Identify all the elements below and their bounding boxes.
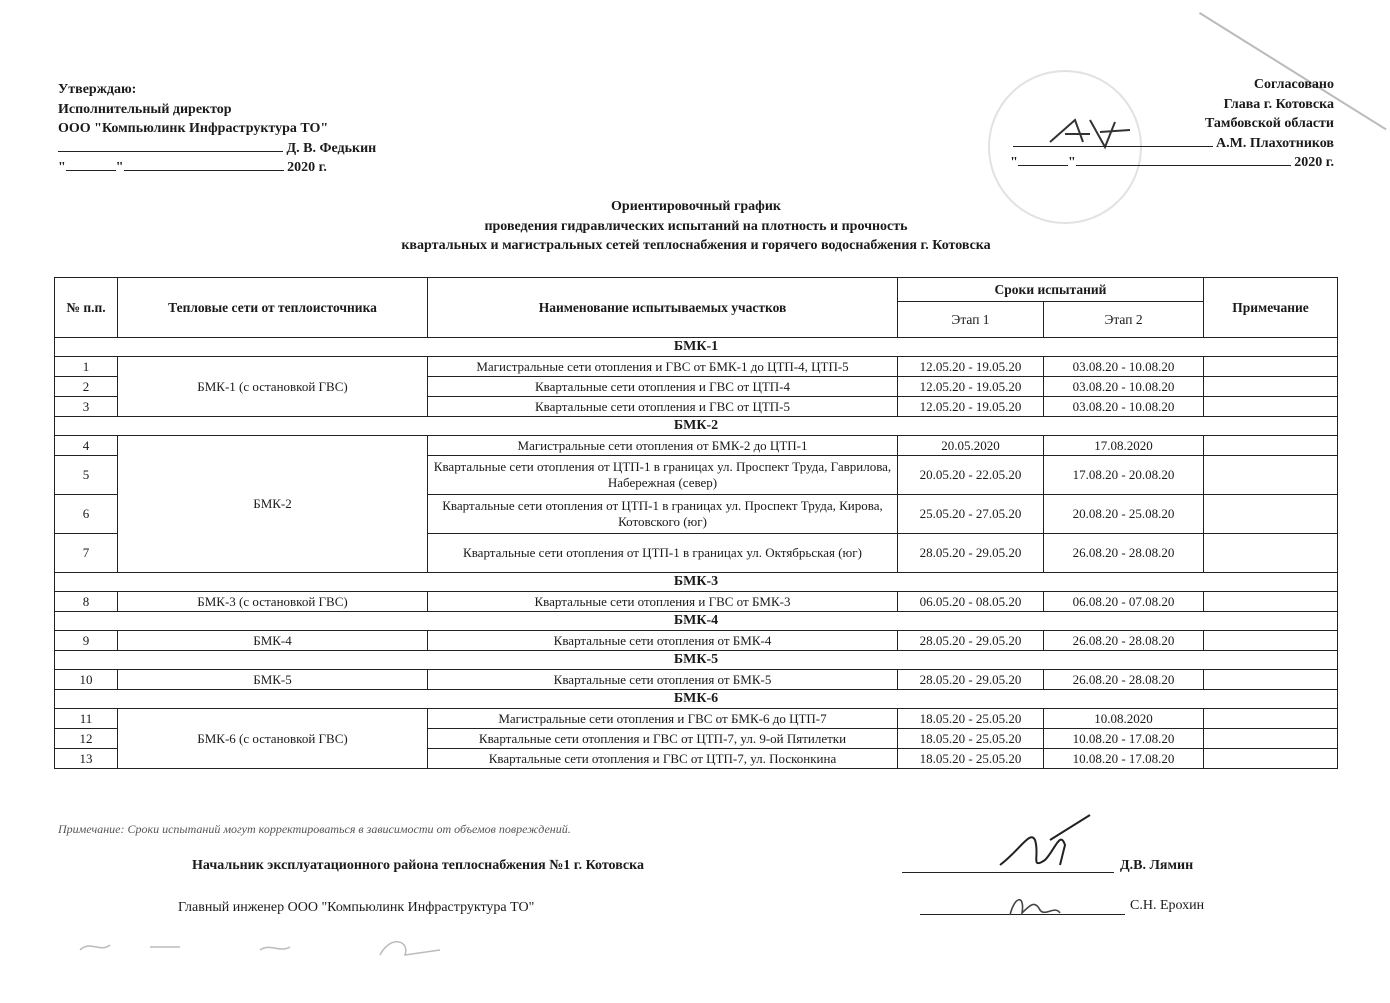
row-number: 13 (55, 749, 118, 769)
title-line-3: квартальных и магистральных сетей теплоснабжения и горячего водоснабжения г. Котовска (401, 238, 991, 253)
row-number: 2 (55, 377, 118, 397)
row-number: 11 (55, 709, 118, 729)
row-note (1204, 670, 1338, 690)
row-stage-1: 06.05.20 - 08.05.20 (898, 592, 1044, 612)
row-note (1204, 495, 1338, 534)
row-section-name: Магистральные сети отопления и ГВС от БМК-1 до ЦТП-4, ЦТП-5 (428, 357, 898, 377)
table-row (55, 709, 1338, 729)
row-section-name: Квартальные сети отопления и ГВС от ЦТП-7, ул. 9-ой Пятилетки (428, 729, 898, 749)
row-number: 4 (55, 436, 118, 456)
row-note (1204, 436, 1338, 456)
group-title: БМК-3 (55, 573, 1338, 592)
row-source: БМК-1 (с остановкой ГВС) (118, 357, 428, 417)
row-stage-2: 10.08.20 - 17.08.20 (1044, 749, 1204, 769)
approval-block (58, 80, 376, 178)
row-note (1204, 709, 1338, 729)
header-source: Тепловые сети от теплоисточника (118, 278, 428, 338)
row-stage-2: 26.08.20 - 28.08.20 (1044, 631, 1204, 651)
signature-line (1013, 146, 1213, 147)
date-quote-open: " (58, 160, 66, 175)
group-row (55, 573, 1338, 592)
footnote: Примечание: Сроки испытаний могут корректироваться в зависимости от объемов повреждений. (58, 822, 571, 836)
row-section-name: Квартальные сети отопления и ГВС от ЦТП-7, ул. Посконкина (428, 749, 898, 769)
row-section-name: Квартальные сети отопления и ГВС от БМК-3 (428, 592, 898, 612)
signature-line (58, 151, 283, 152)
agreement-line-1: Согласовано (1253, 77, 1334, 92)
row-section-name: Магистральные сети отопления от БМК-2 до ЦТП-1 (428, 436, 898, 456)
group-row (55, 417, 1338, 436)
row-source: БМК-5 (118, 670, 428, 690)
row-stage-2: 10.08.2020 (1044, 709, 1204, 729)
row-note (1204, 397, 1338, 417)
row-section-name: Квартальные сети отопления от ЦТП-1 в границах ул. Октябрьская (юг) (428, 534, 898, 573)
title-line-1: Ориентировочный график (611, 199, 781, 214)
month-blank (1076, 165, 1291, 166)
row-note (1204, 357, 1338, 377)
table-row (55, 357, 1338, 377)
signer-name-1: Д.В. Лямин (1120, 858, 1194, 873)
agreement-year: 2020 г. (1294, 155, 1334, 170)
day-blank (66, 170, 116, 171)
row-number: 6 (55, 495, 118, 534)
row-source: БМК-4 (118, 631, 428, 651)
row-section-name: Квартальные сети отопления и ГВС от ЦТП-5 (428, 397, 898, 417)
header-number: № п.п. (55, 278, 118, 338)
row-number: 1 (55, 357, 118, 377)
row-stage-2: 10.08.20 - 17.08.20 (1044, 729, 1204, 749)
group-row (55, 690, 1338, 709)
row-section-name: Квартальные сети отопления от БМК-5 (428, 670, 898, 690)
group-row (55, 612, 1338, 631)
row-number: 10 (55, 670, 118, 690)
row-stage-2: 17.08.20 - 20.08.20 (1044, 456, 1204, 495)
group-title: БМК-5 (55, 651, 1338, 670)
group-title: БМК-4 (55, 612, 1338, 631)
row-stage-2: 26.08.20 - 28.08.20 (1044, 534, 1204, 573)
row-stage-1: 28.05.20 - 29.05.20 (898, 534, 1044, 573)
header-note: Примечание (1204, 278, 1338, 338)
row-stage-1: 25.05.20 - 27.05.20 (898, 495, 1044, 534)
group-title: БМК-1 (55, 338, 1338, 357)
row-stage-1: 18.05.20 - 25.05.20 (898, 709, 1044, 729)
row-stage-2: 26.08.20 - 28.08.20 (1044, 670, 1204, 690)
table-row (55, 592, 1338, 612)
row-section-name: Квартальные сети отопления от ЦТП-1 в границах ул. Проспект Труда, Гаврилова, Набережная (север) (428, 456, 898, 495)
row-section-name: Квартальные сети отопления от ЦТП-1 в границах ул. Проспект Труда, Кирова, Котовского (юг) (428, 495, 898, 534)
row-stage-1: 28.05.20 - 29.05.20 (898, 670, 1044, 690)
row-note (1204, 534, 1338, 573)
row-number: 8 (55, 592, 118, 612)
schedule-table (54, 277, 1338, 769)
agreement-position: Глава г. Котовска (1223, 96, 1334, 112)
row-stage-2: 03.08.20 - 10.08.20 (1044, 397, 1204, 417)
row-note (1204, 592, 1338, 612)
row-note (1204, 729, 1338, 749)
agreement-block (1010, 75, 1334, 173)
signer-name-2: С.Н. Ерохин (1130, 898, 1205, 913)
row-stage-2: 03.08.20 - 10.08.20 (1044, 377, 1204, 397)
agreement-signature-row (1010, 134, 1334, 154)
table-row (55, 670, 1338, 690)
date-quote-open: " (1010, 155, 1018, 170)
row-stage-1: 12.05.20 - 19.05.20 (898, 377, 1044, 397)
document-title (260, 197, 1132, 256)
header-stage-2: Этап 2 (1044, 302, 1204, 338)
approval-line-1: Утверждаю: (58, 82, 137, 97)
handwritten-signature-2 (1000, 885, 1070, 925)
title-line-2: проведения гидравлических испытаний на плотность и прочность (484, 218, 908, 234)
row-stage-1: 12.05.20 - 19.05.20 (898, 357, 1044, 377)
table-row (55, 436, 1338, 456)
month-blank (124, 170, 284, 171)
signature-position-1: Начальник эксплуатационного района теплоснабжения №1 г. Котовска (192, 858, 644, 873)
row-number: 7 (55, 534, 118, 573)
row-stage-1: 28.05.20 - 29.05.20 (898, 631, 1044, 651)
row-number: 5 (55, 456, 118, 495)
signature-position-2: Главный инженер ООО "Компьюлинк Инфраструктура ТО" (178, 900, 535, 915)
group-title: БМК-2 (55, 417, 1338, 436)
header-stage-1: Этап 1 (898, 302, 1044, 338)
row-source: БМК-6 (с остановкой ГВС) (118, 709, 428, 769)
row-note (1204, 456, 1338, 495)
row-number: 3 (55, 397, 118, 417)
approval-position: Исполнительный директор (58, 101, 232, 117)
header-test-terms: Сроки испытаний (898, 278, 1204, 302)
agreement-signer: А.М. Плахотников (1216, 135, 1334, 151)
row-note (1204, 749, 1338, 769)
row-number: 12 (55, 729, 118, 749)
row-source: БМК-3 (с остановкой ГВС) (118, 592, 428, 612)
row-stage-1: 18.05.20 - 25.05.20 (898, 749, 1044, 769)
date-quote-close: " (115, 160, 124, 175)
table-row (55, 631, 1338, 651)
row-source: БМК-2 (118, 436, 428, 573)
row-stage-2: 17.08.2020 (1044, 436, 1204, 456)
handwritten-signature-1 (990, 810, 1100, 880)
approval-year: 2020 г. (287, 160, 327, 175)
agreement-date-row (1010, 153, 1334, 173)
row-stage-1: 12.05.20 - 19.05.20 (898, 397, 1044, 417)
row-stage-2: 03.08.20 - 10.08.20 (1044, 357, 1204, 377)
group-row (55, 651, 1338, 670)
row-number: 9 (55, 631, 118, 651)
faint-scan-marks (60, 925, 460, 965)
approval-date-row (58, 158, 376, 178)
row-stage-2: 20.08.20 - 25.08.20 (1044, 495, 1204, 534)
row-stage-2: 06.08.20 - 07.08.20 (1044, 592, 1204, 612)
row-section-name: Магистральные сети отопления и ГВС от БМК-6 до ЦТП-7 (428, 709, 898, 729)
row-section-name: Квартальные сети отопления от БМК-4 (428, 631, 898, 651)
approval-signer: Д. В. Федькин (286, 140, 377, 156)
row-section-name: Квартальные сети отопления и ГВС от ЦТП-4 (428, 377, 898, 397)
schedule-body (55, 338, 1338, 769)
agreement-region: Тамбовской области (1204, 116, 1334, 131)
row-stage-1: 20.05.2020 (898, 436, 1044, 456)
row-note (1204, 377, 1338, 397)
row-stage-1: 20.05.20 - 22.05.20 (898, 456, 1044, 495)
date-quote-close: " (1067, 155, 1076, 170)
group-row (55, 338, 1338, 357)
approval-signature-row (58, 139, 376, 159)
row-note (1204, 631, 1338, 651)
approval-organization: ООО "Компьюлинк Инфраструктура ТО" (58, 121, 329, 136)
day-blank (1018, 165, 1068, 166)
header-section-name: Наименование испытываемых участков (428, 278, 898, 338)
group-title: БМК-6 (55, 690, 1338, 709)
row-stage-1: 18.05.20 - 25.05.20 (898, 729, 1044, 749)
